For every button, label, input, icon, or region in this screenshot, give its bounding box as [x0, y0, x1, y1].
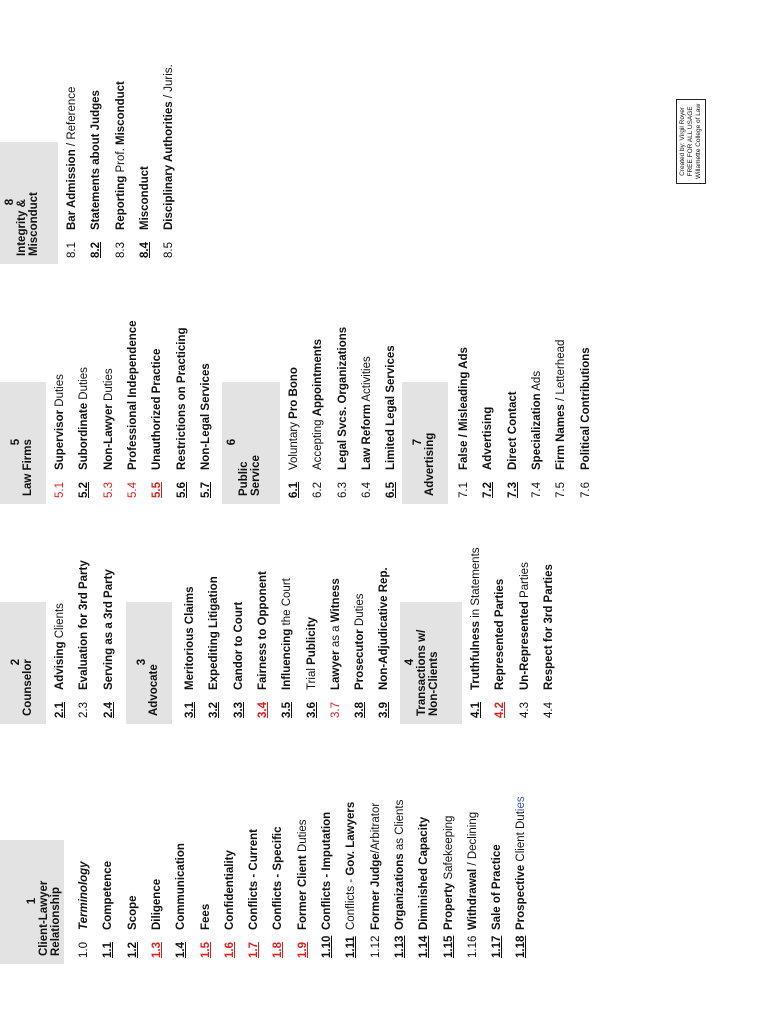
rule-title [84, 90, 108, 230]
rule-row [476, 294, 500, 504]
rule-title [549, 340, 573, 470]
rule-title [121, 895, 145, 930]
rule-title-segment: Specialization [530, 393, 543, 470]
rule-number: 1.3 [150, 942, 163, 958]
rule-number: 3.1 [184, 702, 196, 718]
rule-title [291, 819, 315, 930]
rule-title [72, 861, 96, 930]
rule-title-segment: Represented Parties [494, 578, 507, 690]
rule-title-segment: False / Misleading Ads [458, 347, 470, 470]
rule-number: 2.3 [78, 702, 91, 718]
rule-title [170, 327, 194, 470]
rule-title [476, 407, 500, 470]
rule-row [145, 754, 169, 964]
rule-title-segment: Professional Independence [126, 320, 139, 470]
rule-title [157, 64, 181, 230]
section-title: Client-Lawyer Relationship [38, 880, 62, 956]
rule-title [194, 904, 218, 930]
rule-row [170, 294, 194, 504]
rule-title-segment: Diminished Capacity [418, 816, 431, 930]
rule-title-segment: Lawyer [329, 650, 342, 690]
rule-title [145, 349, 169, 470]
rule-title-segment: Non-Lawyer [102, 404, 115, 470]
rule-row [121, 294, 145, 504]
rule-row [227, 514, 251, 724]
rule-row [306, 294, 330, 504]
rule-title [339, 802, 363, 930]
rule-title-segment: Advertising [482, 406, 495, 470]
rule-title-segment: as a [329, 622, 342, 651]
rule-row [574, 294, 598, 504]
rule-row [202, 514, 226, 724]
section-number: 3 [136, 658, 148, 666]
rule-number: 1.2 [126, 942, 139, 958]
rule-row [194, 294, 218, 504]
rule-number: 3.4 [256, 702, 269, 718]
rule-title [202, 576, 226, 690]
rule-title-segment: Terminology [78, 861, 90, 930]
credit-usage: FREE FOR ALL USAGE [687, 106, 694, 177]
rule-title-segment: /Arbitrator [369, 802, 382, 854]
rule-title-segment: as Clients [393, 799, 406, 854]
rule-row [315, 754, 339, 964]
rule-title-segment: Duties [54, 374, 66, 410]
rule-title-segment: Firm Names [555, 404, 568, 470]
rule-number: 1.6 [223, 942, 236, 958]
rule-number: 1.10 [321, 935, 333, 958]
rule-row [109, 54, 133, 264]
rule-number: 6.3 [336, 482, 349, 498]
rule-title-segment: Non-Legal Services [199, 363, 212, 470]
rule-row [364, 754, 388, 964]
rule-title [275, 578, 299, 690]
rule-row [513, 514, 537, 724]
rule-title-segment: Limited Legal Services [385, 345, 398, 470]
rule-row [266, 754, 290, 964]
rule-title-segment: Statements about Judges [90, 90, 103, 230]
rule-title-segment: Clients [54, 603, 66, 642]
rule-row [178, 514, 202, 724]
section-8-header [0, 142, 58, 264]
rule-title-segment: Evaluation for 3rd Party [78, 560, 91, 690]
rule-row [157, 54, 181, 264]
rule-number: 1.9 [296, 942, 309, 958]
rule-title-segment: Withdrawal [466, 868, 479, 930]
rule-title [501, 391, 525, 470]
rule-number: 7.5 [555, 482, 568, 498]
rule-title [72, 560, 96, 690]
rule-row [537, 514, 561, 724]
rule-title-segment: Conflicts - Imputation [321, 811, 333, 930]
credit-author: Created by: Virgil Royer [679, 106, 686, 176]
rule-number: 3.2 [208, 702, 221, 718]
rule-number: 6.5 [385, 482, 398, 498]
rule-row [72, 294, 96, 504]
rule-title [412, 817, 436, 930]
rule-title-segment: Property [442, 882, 455, 930]
rule-title-segment: Political Contributions [579, 347, 592, 470]
rule-number: 1.1 [102, 942, 115, 958]
rule-title [194, 363, 218, 470]
rule-number: 1.7 [248, 942, 261, 958]
rule-title-segment: Influencing [281, 628, 294, 690]
section-4-header [400, 602, 462, 724]
rule-title [372, 567, 396, 690]
rule-title [452, 347, 476, 470]
rule-title-segment: Former Client [296, 855, 309, 930]
rule-title [485, 844, 509, 930]
section-number: 1 [26, 897, 38, 905]
rule-number: 3.5 [281, 702, 294, 718]
rule-title-segment: Pro Bono [288, 367, 300, 419]
rule-title-segment: Bar Admission [66, 149, 78, 230]
rule-row [324, 514, 348, 724]
rule-title-segment: Diligence [150, 878, 163, 930]
rule-number: 1.15 [442, 935, 455, 958]
rule-title-segment: Former Judge [369, 853, 382, 930]
rule-number: 1.18 [515, 935, 528, 958]
rule-number: 1.17 [491, 935, 504, 958]
rule-title [121, 320, 145, 470]
rule-row [282, 294, 306, 504]
rule-title-segment: Prospective [515, 864, 528, 930]
rule-number: 7.3 [506, 482, 519, 498]
section-7-header [402, 382, 448, 504]
rule-number: 3.3 [232, 702, 245, 718]
rule-title [388, 800, 412, 930]
section-title: Transactions w/ Non-Clients [416, 629, 440, 716]
rule-row [60, 54, 84, 264]
rule-row [452, 294, 476, 504]
rule-title-segment: Competence [102, 860, 115, 930]
rule-row [437, 754, 461, 964]
rule-title-segment: Prosecutor [354, 629, 367, 690]
rule-row [331, 294, 355, 504]
rule-number: 1.0 [78, 942, 90, 958]
rule-title [48, 374, 72, 470]
rule-number: 3.8 [354, 702, 367, 718]
rule-title-segment: Un-Represented [518, 601, 531, 690]
rule-title-segment: Sale of Practice [491, 844, 504, 930]
rule-number: 3.9 [378, 702, 391, 718]
section-number: 4 [404, 658, 416, 666]
rule-title-segment: Trial [305, 664, 318, 690]
section-number: 7 [412, 438, 424, 446]
section-title: Advocate [148, 664, 160, 716]
rule-row [96, 754, 120, 964]
rule-title-segment: Unauthorized Practice [151, 348, 164, 470]
rule-title-segment: Reporting [114, 175, 127, 230]
rule-row [291, 754, 315, 964]
rule-title [461, 812, 485, 930]
rule-title [97, 368, 121, 470]
rule-title [96, 861, 120, 930]
rule-title-segment: Misconduct [138, 166, 151, 230]
rule-number: 4.1 [470, 702, 482, 718]
rule-number: 1.16 [466, 935, 479, 958]
rule-title-segment: Duties [78, 367, 91, 403]
rule-title-segment: Direct Contact [506, 391, 519, 470]
rule-title-segment: Activities [360, 356, 373, 405]
rule-number: 6.2 [312, 482, 325, 498]
rule-number: 5.1 [54, 482, 66, 498]
rule-title [48, 603, 72, 690]
rule-row [355, 294, 379, 504]
rule-title [513, 562, 537, 690]
section-title: Law Firms [22, 439, 34, 496]
rule-title-segment: Non-Adjudicative Rep. [378, 567, 391, 690]
rule-number: 4.2 [494, 702, 507, 718]
rule-title-segment: Fairness to Opponent [256, 571, 269, 690]
rule-row [549, 294, 573, 504]
rule-number: 8.5 [163, 242, 176, 258]
section-2-header [0, 602, 46, 724]
rule-title-segment: Voluntary [288, 418, 300, 470]
rule-row [121, 754, 145, 964]
rule-title [300, 617, 324, 690]
rule-title-segment: Legal Svcs. Organizations [336, 326, 349, 470]
rule-title [133, 166, 157, 230]
section-5-header [0, 382, 46, 504]
rule-title [242, 829, 266, 930]
rule-row [379, 294, 403, 504]
section-number: 8 [4, 198, 16, 206]
rule-title [355, 356, 379, 470]
rule-title-segment: Supervisor [54, 409, 66, 470]
section-number: 6 [226, 438, 238, 446]
rule-title-segment: Advising [54, 641, 66, 690]
rule-number: 5.4 [126, 482, 139, 498]
rule-title-segment: Communication [175, 843, 188, 930]
rule-title [315, 812, 339, 930]
rule-title [364, 803, 388, 930]
rule-row [461, 754, 485, 964]
rule-row [339, 754, 363, 964]
rule-row [275, 514, 299, 724]
rule-title [574, 347, 598, 470]
rule-title-segment: Accepting [312, 416, 325, 470]
rule-number: 8.2 [90, 242, 103, 258]
rule-title-segment: Organizations [393, 853, 406, 930]
rule-title [525, 371, 549, 470]
rule-row [72, 514, 96, 724]
rule-title [218, 850, 242, 930]
rule-title-segment: in Statements [470, 547, 482, 621]
rule-title-segment: Safekeeping [442, 815, 455, 883]
rule-title [324, 578, 348, 690]
rule-row [84, 54, 108, 264]
rule-row [48, 294, 72, 504]
rule-number: 3.6 [305, 702, 318, 718]
rule-row [72, 754, 96, 964]
rule-number: 1.8 [272, 942, 285, 958]
rule-title-segment: Client Dut [515, 811, 528, 865]
rule-title [464, 547, 488, 690]
rule-title [251, 571, 275, 690]
rule-number: 6.1 [288, 482, 300, 498]
rule-title-segment: Subordinate [78, 402, 91, 470]
rule-title-segment: Serving as a 3rd Party [102, 569, 115, 690]
rule-number: 7.1 [458, 482, 470, 498]
rule-number: 2.4 [102, 702, 115, 718]
rule-title-segment: Duties [354, 593, 367, 630]
rule-number: 3.7 [329, 702, 342, 718]
rule-title-segment: Misconduct [114, 81, 127, 145]
rule-title-segment: Duties [102, 368, 115, 405]
rule-title-segment: Ads [530, 370, 543, 394]
rule-title [282, 367, 306, 470]
rule-row [133, 54, 157, 264]
section-6-header [222, 382, 280, 504]
rule-title-segment: Conflicts - Current [248, 829, 261, 930]
rule-row [488, 514, 512, 724]
rule-title-segment: Duties [296, 819, 309, 856]
rule-row [97, 294, 121, 504]
rule-number: 5.5 [151, 482, 164, 498]
rule-number: 1.12 [369, 935, 382, 958]
rule-row [145, 294, 169, 504]
rule-title [266, 826, 290, 930]
rule-number: 1.4 [175, 942, 188, 958]
section-number: 2 [10, 658, 22, 666]
rule-number: 8.3 [114, 242, 127, 258]
rule-title [437, 816, 461, 930]
rule-number: 5.6 [175, 482, 188, 498]
section-title: Advertising [424, 432, 436, 496]
rule-title [306, 339, 330, 470]
rule-row [169, 754, 193, 964]
rule-row [501, 294, 525, 504]
rule-title-segment: Witness [329, 578, 342, 623]
rule-number: 1.11 [345, 936, 358, 958]
rule-number: 4.4 [542, 702, 555, 718]
section-title: Counselor [22, 659, 34, 716]
rule-row [348, 514, 372, 724]
rule-title [331, 327, 355, 470]
rule-title-segment: Prof. [114, 145, 127, 176]
rule-title-segment: Conflicts - Specific [272, 826, 285, 930]
rule-title [379, 345, 403, 470]
rule-title-segment: ies [515, 796, 528, 812]
section-title: Integrity & Misconduct [16, 192, 40, 256]
rule-title [145, 879, 169, 930]
rule-title-segment: Gov. Lawyers [345, 801, 358, 876]
rule-number: 8.4 [138, 242, 151, 258]
rule-row [485, 754, 509, 964]
rule-number: 8.1 [66, 242, 78, 258]
rule-title [178, 586, 202, 690]
rule-number: 6.4 [360, 482, 373, 498]
rule-row [242, 754, 266, 964]
rule-title [537, 564, 561, 690]
rule-title-segment: Expediting Litigation [208, 576, 221, 690]
rule-title [169, 843, 193, 930]
rule-number: 7.2 [482, 482, 495, 498]
rule-number: 7.6 [579, 482, 592, 498]
rule-title-segment: / Letterhead [555, 339, 568, 405]
rule-row [218, 754, 242, 964]
rule-title-segment: Fees [199, 903, 212, 930]
rule-number: 4.3 [518, 702, 531, 718]
rule-title-segment: / Juris. [163, 64, 176, 102]
rule-title-segment: Conflicts - [345, 875, 358, 930]
rule-row [464, 514, 488, 724]
rule-row [525, 294, 549, 504]
rule-title-segment: Restrictions on Practicing [175, 327, 188, 470]
rule-title-segment: Parties [518, 562, 531, 602]
rule-title [109, 81, 133, 230]
rule-row [300, 514, 324, 724]
rule-title-segment: Appointments [312, 338, 325, 417]
section-3-header [126, 602, 172, 724]
section-title: Public Service [238, 455, 262, 496]
rule-title-segment: Meritorious Claims [184, 586, 196, 690]
rule-number: 5.2 [78, 482, 91, 498]
rule-title-segment: Scope [126, 895, 139, 930]
rule-row [412, 754, 436, 964]
rule-row [97, 514, 121, 724]
rule-title [488, 579, 512, 690]
section-number: 5 [10, 438, 22, 446]
rule-title [60, 87, 84, 230]
rule-title [227, 602, 251, 690]
rule-number: 7.4 [530, 482, 543, 498]
section-1-header [0, 840, 64, 964]
rule-row [48, 514, 72, 724]
rule-title-segment: Truthfulness [470, 620, 482, 690]
rule-title-segment: / Reference [66, 86, 78, 150]
rule-number: 5.3 [102, 482, 115, 498]
rule-title-segment: Disciplinary Authorities [163, 101, 176, 230]
credit-institution: Willamette College of Law [695, 103, 702, 179]
rule-title-segment: the Court [281, 578, 294, 629]
rule-row [251, 514, 275, 724]
rule-title-segment: / Declining [466, 811, 479, 869]
credit-box [676, 99, 706, 184]
rule-title-segment: Candor to Court [232, 601, 245, 690]
rule-title-segment: Law Reform [360, 404, 373, 470]
rule-number: 5.7 [199, 482, 212, 498]
rule-number: 1.5 [199, 942, 212, 958]
rule-number: 1.13 [393, 935, 406, 958]
rule-title [348, 593, 372, 690]
rule-row [388, 754, 412, 964]
rule-row [372, 514, 396, 724]
rule-title-segment: Publicity [305, 616, 318, 665]
rule-title-segment: Respect for 3rd Parties [542, 564, 555, 690]
rule-title [72, 367, 96, 470]
rule-title [509, 796, 533, 930]
rule-number: 1.14 [418, 935, 431, 958]
rule-row [509, 754, 533, 964]
rule-title [97, 569, 121, 690]
rule-title-segment: Confidentiality [223, 850, 236, 930]
rule-row [194, 754, 218, 964]
rule-number: 2.1 [54, 702, 66, 718]
